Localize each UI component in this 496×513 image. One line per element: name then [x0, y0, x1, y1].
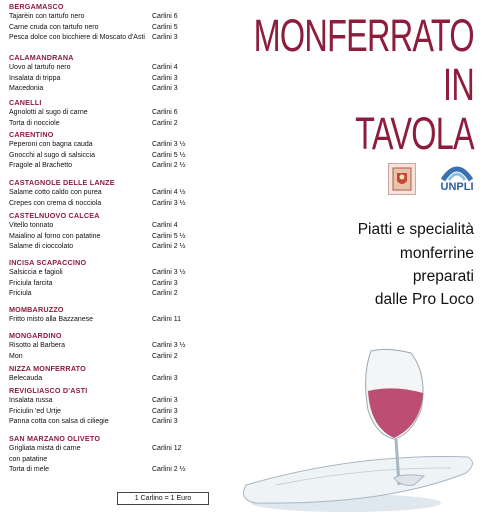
- unpli-logo: [437, 160, 477, 196]
- dish-name: Torta di mele: [9, 466, 50, 474]
- menu-item: [9, 396, 231, 407]
- menu-item: [9, 289, 231, 300]
- menu-section: [9, 130, 231, 172]
- menu-item: [9, 108, 231, 119]
- dish-name: Fritto misto alla Bazzanese: [9, 316, 94, 323]
- title-line-3: TAVOLA: [355, 108, 474, 159]
- menu-item: [9, 444, 231, 455]
- dish-price: Carlini 3 ½: [152, 199, 186, 207]
- wine-glass-illustration: [236, 335, 496, 513]
- subtitle-line: preparati: [412, 268, 474, 285]
- menu-item: [9, 161, 231, 172]
- menu-item: [9, 140, 231, 151]
- dish-name: Mon: [9, 352, 23, 360]
- dish-price: Carlini 2 ½: [152, 466, 186, 474]
- dish-name: Tajarèin con tartufo nero: [9, 13, 85, 20]
- menu-item: [9, 23, 231, 34]
- menu-section: [9, 53, 231, 95]
- menu-item: [9, 221, 231, 232]
- menu-item: [9, 455, 231, 466]
- dish-name: Salame di cioccolato: [9, 243, 74, 251]
- town-heading: REVIGLIASCO D'ASTI: [9, 386, 88, 395]
- dish-price: Carlini 5 ½: [152, 151, 186, 159]
- dish-name: Salsiccia e fagioli: [9, 269, 63, 276]
- menu-item: [9, 315, 231, 326]
- menu-section: [9, 434, 231, 476]
- dish-name: Gnocchi al sugo di salsiccia: [9, 151, 95, 159]
- menu-item: [9, 199, 231, 210]
- dish-name: Uovo al tartufo nero: [9, 64, 71, 71]
- menu-section: [9, 305, 231, 326]
- menu-item: [9, 417, 231, 428]
- dish-price: Carlini 3: [152, 407, 178, 415]
- logo-text: UNPLI: [440, 181, 474, 193]
- dish-name: Friciulin 'ed Urtje: [9, 407, 61, 415]
- town-heading: CASTAGNOLE DELLE LANZE: [9, 178, 115, 187]
- dish-price: Carlini 2: [152, 352, 178, 360]
- dish-name: Vitello tonnato: [9, 222, 54, 229]
- subtitle-line: monferrine: [399, 245, 474, 262]
- town-heading: NIZZA MONFERRATO: [9, 364, 86, 373]
- dish-name: Insalata russa: [9, 397, 53, 404]
- dish-price: Carlini 6: [152, 109, 178, 116]
- town-heading: CALAMANDRANA: [9, 53, 74, 62]
- dish-price: Carlini 3 ½: [152, 141, 186, 148]
- menu-item: [9, 151, 231, 162]
- menu-item: [9, 268, 231, 279]
- dish-name: Friciula farcita: [9, 279, 53, 287]
- menu-item: [9, 188, 231, 199]
- town-heading: MONGARDINO: [9, 331, 62, 340]
- menu-section: [9, 178, 231, 209]
- town-heading: MOMBARUZZO: [9, 305, 64, 314]
- menu-item: [9, 374, 231, 385]
- town-heading: CASTELNUOVO CALCEA: [9, 211, 100, 220]
- title-line-1: MONFERRATO: [253, 10, 474, 61]
- dish-name: Crepes con crema di nocciola: [9, 199, 102, 207]
- dish-name: Salame cotto caldo con purea: [9, 189, 102, 196]
- menu-item: [9, 232, 231, 243]
- subtitle-line: dalle Pro Loco: [374, 291, 474, 308]
- dish-price: Carlini 4: [152, 64, 178, 71]
- dish-price: Carlini 3: [152, 85, 178, 93]
- menu-section: [9, 98, 231, 129]
- dish-name: Insalata di trippa: [9, 74, 61, 82]
- menu-item: [9, 84, 231, 95]
- menu-section: [9, 2, 231, 44]
- dish-name: Pesca dolce con bicchiere di Moscato d'Asti: [9, 34, 145, 42]
- subtitle-line: Piatti e specialità: [357, 221, 474, 238]
- menu-section: [9, 331, 231, 362]
- dish-price: Carlini 3 ½: [152, 342, 186, 349]
- dish-name: Peperoni con bagna cauda: [9, 141, 93, 148]
- dish-name: Panna cotta con salsa di ciliegie: [9, 418, 109, 426]
- menu-item: [9, 465, 231, 476]
- dish-name: Torta di nocciole: [9, 119, 60, 127]
- dish-price: Carlini 6: [152, 13, 178, 20]
- dish-price: Carlini 4: [152, 222, 178, 229]
- menu-item: [9, 63, 231, 74]
- menu-item: [9, 33, 231, 44]
- town-heading: CARENTINO: [9, 130, 54, 139]
- menu-section: [9, 258, 231, 300]
- menu-item: [9, 12, 231, 23]
- town-heading: SAN MARZANO OLIVETO: [9, 434, 101, 443]
- menu-section: [9, 386, 231, 428]
- dish-name: Friciula: [9, 290, 32, 298]
- menu-item: [9, 407, 231, 418]
- dish-name: Risotto al Barbera: [9, 342, 66, 349]
- dish-name: Belecauda: [9, 375, 43, 382]
- dish-price: Carlini 3: [152, 418, 178, 426]
- menu-item: [9, 352, 231, 363]
- town-heading: INCISA SCAPACCINO: [9, 258, 87, 267]
- dish-name: Macedonia: [9, 85, 44, 93]
- menu-item: [9, 341, 231, 352]
- dish-price: Carlini 3: [152, 74, 178, 82]
- town-heading: BERGAMASCO: [9, 2, 64, 11]
- dish-price: Carlini 2 ½: [152, 162, 186, 170]
- dish-price: Carlini 2: [152, 290, 178, 298]
- dish-price: Carlini 2 ½: [152, 243, 186, 251]
- menu-item: [9, 279, 231, 290]
- menu-item: [9, 242, 231, 253]
- dish-price: Carlini 12: [152, 445, 182, 452]
- title-line-2: IN: [443, 59, 474, 110]
- currency-note: 1 Carlino = 1 Euro: [117, 492, 209, 505]
- menu-section: [9, 211, 231, 253]
- town-heading: CANELLI: [9, 98, 42, 107]
- dish-name: Agnolotti al sugo di carne: [9, 109, 88, 116]
- cover-panel: [236, 0, 496, 513]
- dish-price: Carlini 4 ½: [152, 189, 186, 196]
- dish-price: Carlini 3: [152, 279, 178, 287]
- menu-item: [9, 119, 231, 130]
- dish-price: Carlini 3 ½: [152, 269, 186, 276]
- dish-name: Grigliata mista di carne: [9, 445, 81, 452]
- dish-price: Carlini 3: [152, 397, 178, 404]
- dish-price: Carlini 3: [152, 34, 178, 42]
- dish-price: Carlini 3: [152, 375, 178, 382]
- dish-price: Carlini 5 ½: [152, 232, 186, 240]
- dish-name: con patatine: [9, 455, 48, 463]
- dish-name: Carne cruda con tartufo nero: [9, 23, 99, 31]
- menu-item: [9, 74, 231, 85]
- dish-price: Carlini 5: [152, 23, 178, 31]
- dish-price: Carlini 11: [152, 316, 182, 323]
- menu-column: [0, 0, 236, 513]
- heraldic-seal-icon: [388, 163, 416, 195]
- dish-name: Fragole al Brachetto: [9, 162, 73, 170]
- dish-price: Carlini 2: [152, 119, 178, 127]
- menu-section: [9, 364, 231, 385]
- dish-name: Maialino al forno con patatine: [9, 232, 101, 240]
